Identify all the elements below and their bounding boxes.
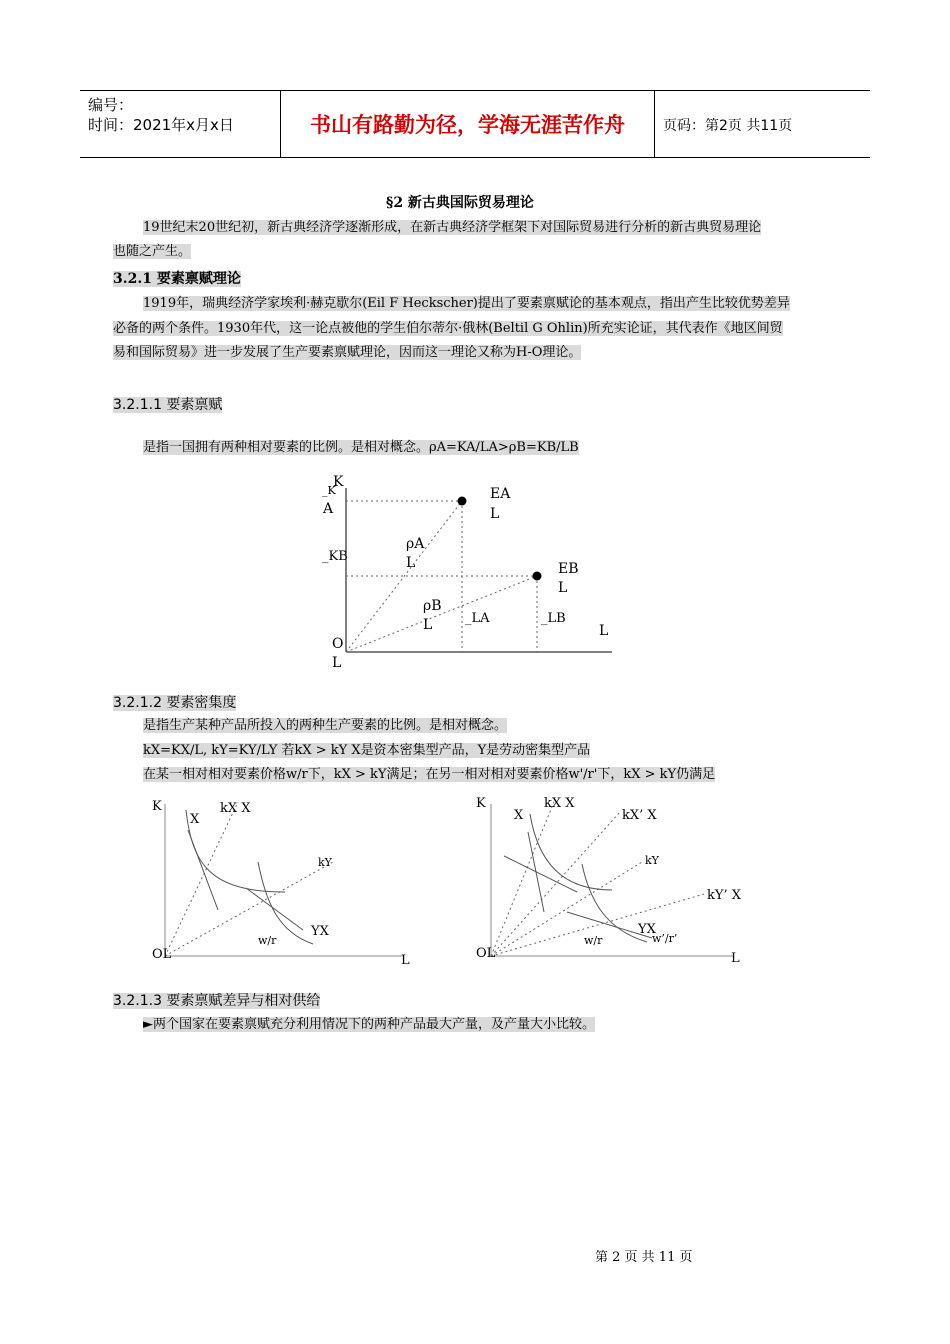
s321-line-1: 1919年，瑞典经济学家埃利·赫克歇尔(Eil F Heckscher)提出了要素禀赋论的基本观点，指出产生比较优势差异 (143, 296, 790, 311)
ray-rho-b (346, 576, 537, 652)
page-header (80, 90, 870, 158)
factor-intensity-diagram-1 (148, 792, 418, 972)
label-l: L (599, 623, 609, 639)
s3212-line-3: 在某一相对相对要素价格w/r下，kX > kY满足；在另一相对相对要素价格w'/r'下，kX > kY仍满足 (143, 767, 716, 782)
s3212-line-1: 是指生产某种产品所投入的两种生产要素的比例。是相对概念。 (143, 718, 508, 733)
label-l: L (731, 951, 740, 966)
factor-intensity-diagram-2 (472, 792, 750, 972)
label-rho-a-1: ρA (406, 536, 425, 552)
label-la: _LA (465, 611, 490, 626)
label-yx: YX (311, 924, 329, 939)
s3213-line: ►两个国家在要素禀赋充分利用情况下的两种产品最大产量，及产量大小比较。 (143, 1017, 595, 1032)
s3212-line-2: kX=KX/L, kY=KY/LY 若kX > kY X是资本密集型产品，Y是劳动密集型产品 (143, 743, 591, 758)
point-ea (458, 497, 467, 506)
label-yx: YX (638, 922, 656, 937)
factor-endowment-diagram (310, 468, 630, 678)
ray-kx (165, 802, 238, 956)
label-kx: kX X (220, 801, 251, 816)
point-eb (533, 572, 542, 581)
label-ol: OL (476, 946, 496, 961)
header-left (88, 95, 234, 135)
isoquant-x (530, 814, 612, 890)
label-k: K (476, 796, 486, 811)
label-ky-prime: kY’ X (707, 888, 741, 903)
label-rho-b-2: L (423, 617, 433, 633)
ray-ky (491, 862, 642, 956)
heading-3-2-1-1: 3.2.1.1 要素禀赋 (113, 397, 223, 413)
label-kx-prime: kX’ X (622, 808, 657, 823)
label-x: X (190, 812, 200, 827)
label-k: K (152, 799, 162, 814)
label-eb-1: EB (558, 561, 579, 577)
heading-3-2-1: 3.2.1 要素禀赋理论 (113, 271, 241, 287)
label-kx: kX X (544, 796, 575, 811)
ray-rho-a (346, 501, 462, 652)
label-ka-1: _K (322, 484, 336, 497)
label-eb-2: L (558, 580, 568, 596)
page-footer: 第 2 页 共 11 页 (595, 1250, 693, 1265)
label-kb: _KB (322, 549, 348, 564)
label-ea-1: EA (490, 486, 511, 502)
label-lb: _LB (541, 611, 566, 626)
header-motto: 书山有路勤为径，学海无涯苦作舟 (280, 91, 655, 157)
label-wr: w/r (584, 934, 603, 947)
label-rho-b-1: ρB (423, 598, 442, 614)
header-page-label: 页码：第2页 共11页 (663, 118, 793, 134)
isocost-x (188, 830, 218, 910)
heading-3-2-1-2: 3.2.1.2 要素密集度 (113, 695, 237, 711)
intro-line-1: 19世纪末20世纪初，新古典经济学逐渐形成，在新古典经济学框架下对国际贸易进行分析的新古典贸易理论 (143, 220, 762, 235)
document-number-label: 编号： (88, 96, 134, 114)
label-l: L (401, 953, 410, 968)
heading-3-2-1-3: 3.2.1.3 要素禀赋差异与相对供给 (113, 993, 321, 1009)
intro-line-2: 也随之产生。 (113, 244, 192, 259)
isoquant-x (186, 810, 285, 892)
label-ka-2: A (323, 501, 334, 517)
s3211-definition: 是指一国拥有两种相对要素的比例。是相对概念。ρA=KA/LA>ρB=KB/LB (143, 440, 579, 455)
label-o-2: L (332, 655, 342, 671)
ray-kx (491, 802, 554, 956)
label-ky: kY (645, 854, 659, 867)
isocost-x-prime (528, 832, 544, 912)
label-wr-prime: w’/r’ (652, 932, 678, 945)
section-title: §2 新古典国际贸易理论 (386, 195, 534, 211)
isocost-x (504, 856, 577, 892)
label-o-1: O (332, 636, 344, 652)
label-k: K (333, 474, 344, 490)
s321-line-3: 易和国际贸易》进一步发展了生产要素禀赋理论，因而这一理论又称为H-O理论。 (113, 345, 582, 360)
label-ol: OL (152, 947, 172, 962)
label-ky: kY (318, 856, 332, 869)
label-rho-a-2: L (406, 555, 416, 571)
label-x: X (514, 808, 524, 823)
label-wr: w/r (258, 934, 277, 947)
label-ea-2: L (490, 506, 500, 522)
s321-line-2: 必备的两个条件。1930年代，这一论点被他的学生伯尔蒂尔·俄林(Beltil G Ohlin)所充实论证，其代表作《地区间贸 (113, 321, 783, 336)
date-label: 时间：2021年x月x日 (88, 116, 234, 134)
